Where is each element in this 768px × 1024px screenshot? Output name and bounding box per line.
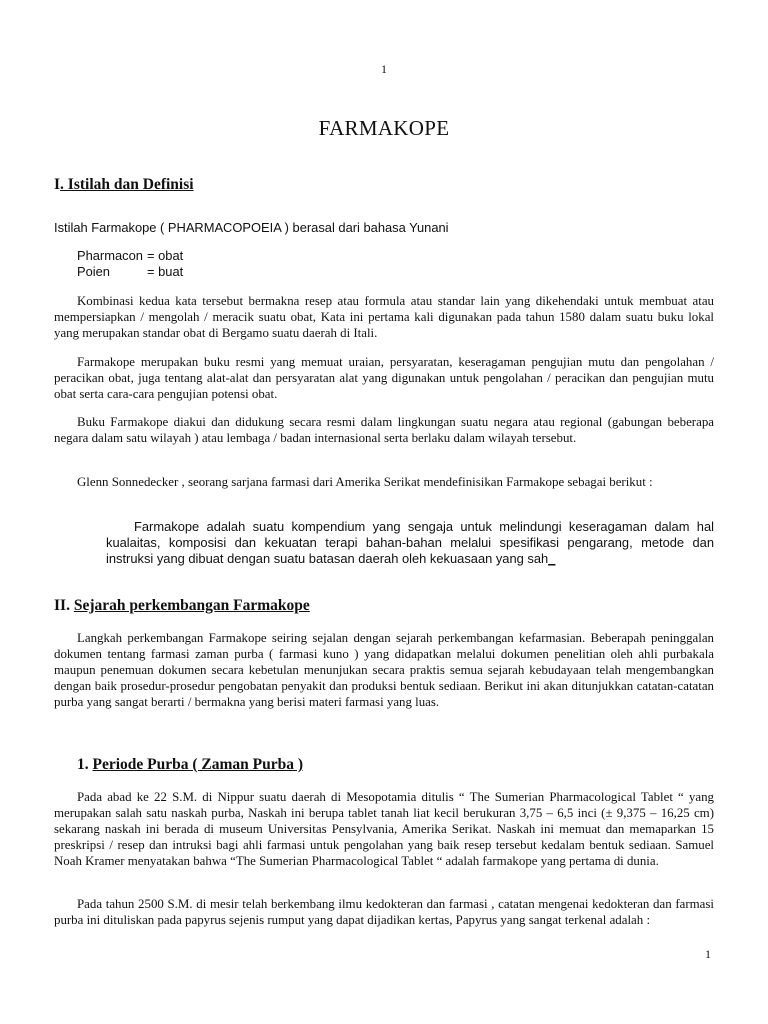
paragraph-text: Farmakope merupakan buku resmi yang memuat uraian, persyaratan, keseragaman pengujian mutu dan pengolahan / peracikan obat, juga tentang alat-alat dan persyaratan alat yang digunakan untuk pengolahan / peracikan dan pengujian mutu obat serta cara-cara pengujian potensi obat.	[54, 355, 714, 401]
intro-line: Istilah Farmakope ( PHARMACOPOEIA ) berasal dari bahasa Yunani	[54, 220, 449, 235]
quote-text: Farmakope adalah suatu kompendium yang sengaja untuk melindungi keseragaman dalam hal kualaitas, komposisi dan kekuatan terapi bahan-bahan melalui spesifikasi pengarang, metode dan instruksi yang dibuat dengan suatu batasan daerah oleh kekuasaan yang sah	[106, 519, 714, 566]
section-1-heading	[54, 176, 194, 194]
definition-quote	[106, 519, 714, 567]
paragraph-text: Langkah perkembangan Farmakope seiring sejalan dengan sejarah perkembangan kefarmasian. Beberapah peninggalan dokumen tentang farmasi zaman purba ( farmasi kuno ) yang didapatkan melalui dokumen penelitian oleh ahli purbakala maupun penemuan dokumen secara kebetulan menunjukan secara praktis semua sejarah kebudayaan telah mengembangkan dengan baik prosedur-prosedur pengobatan penyakit dan produksi bentuk sediaan. Berikut ini akan ditunjukkan catatan-catatan purba yang sangat berarti / bermakna yang berisi materi farmasi yang luas.	[54, 631, 714, 709]
paragraph	[54, 896, 714, 928]
paragraph-text: Glenn Sonnedecker , seorang sarjana farmasi dari Amerika Serikat mendefinisikan Farmakope sebagai berikut :	[77, 475, 653, 489]
definition-value: = buat	[147, 264, 184, 279]
section-2-heading	[54, 597, 310, 615]
page-number-bottom: 1	[705, 947, 711, 961]
paragraph-text: Kombinasi kedua kata tersebut bermakna resep atau formula atau standar lain yang dikehendaki untuk membuat atau mempersiapkan / mengolah / meracik suatu obat, Kata ini pertama kali digunakan pada tahun 1580 dalam suatu buku lokal yang merupakan standar obat di Bergamo suatu daerah di Itali.	[54, 294, 714, 340]
section-2-title: Sejarah perkembangan Farmakope	[73, 597, 310, 614]
section-1-title: . Istilah dan Definisi	[60, 176, 194, 193]
subsection-1-title: Periode Purba ( Zaman Purba )	[92, 756, 304, 773]
paragraph-text: Pada abad ke 22 S.M. di Nippur suatu daerah di Mesopotamia ditulis “ The Sumerian Pharmacological Tablet “ yang merupakan salah satu naskah purba, Naskah ini berupa tablet tanah liat kecil berukuran 3,75 – 6,5 inci (± 9,375 – 16,25 cm) sekarang naskah ini berada di museum Universitas Pensylvania, Amerika Serikat. Naskah ini memuat dan memaparkan 15 preskripsi / resep dan intruksi bagi ahli farmasi untuk pengolahan yang baik resep tersebut kedalam bentuk sediaan. Samuel Noah Kramer menyatakan bahwa “The Sumerian Pharmacological Tablet “ adalah farmakope yang pertama di dunia.	[54, 790, 714, 868]
paragraph	[54, 789, 714, 869]
paragraph	[54, 474, 714, 490]
definition-term: Pharmacon	[77, 248, 143, 263]
quote-tail: _	[548, 551, 556, 566]
subsection-1-heading	[77, 756, 303, 774]
section-1-numeral: I	[54, 176, 61, 193]
subsection-1-number: 1.	[77, 756, 89, 773]
paragraph	[54, 293, 714, 341]
paragraph	[54, 414, 714, 446]
paragraph-text: Pada tahun 2500 S.M. di mesir telah berkembang ilmu kedokteran dan farmasi , catatan mengenai kedokteran dan farmasi purba ini dituliskan pada papyrus sejenis rumput yang dapat dijadikan kertas, Papyrus yang sangat terkenal adalah :	[54, 897, 714, 927]
paragraph	[54, 354, 714, 402]
section-2-numeral: II.	[54, 597, 70, 614]
page-number-top: 1	[381, 62, 387, 76]
definition-value: = obat	[147, 248, 184, 263]
definition-row	[77, 264, 377, 279]
definition-term: Poien	[77, 264, 110, 279]
definition-row	[77, 248, 377, 263]
page-title: FARMAKOPE	[318, 116, 450, 140]
paragraph-text: Buku Farmakope diakui dan didukung secara resmi dalam lingkungan suatu negara atau regional (gabungan beberapa negara dalam satu wilayah ) atau lembaga / badan internasional serta berlaku dalam wilayah tersebut.	[54, 415, 714, 445]
paragraph	[54, 630, 714, 710]
